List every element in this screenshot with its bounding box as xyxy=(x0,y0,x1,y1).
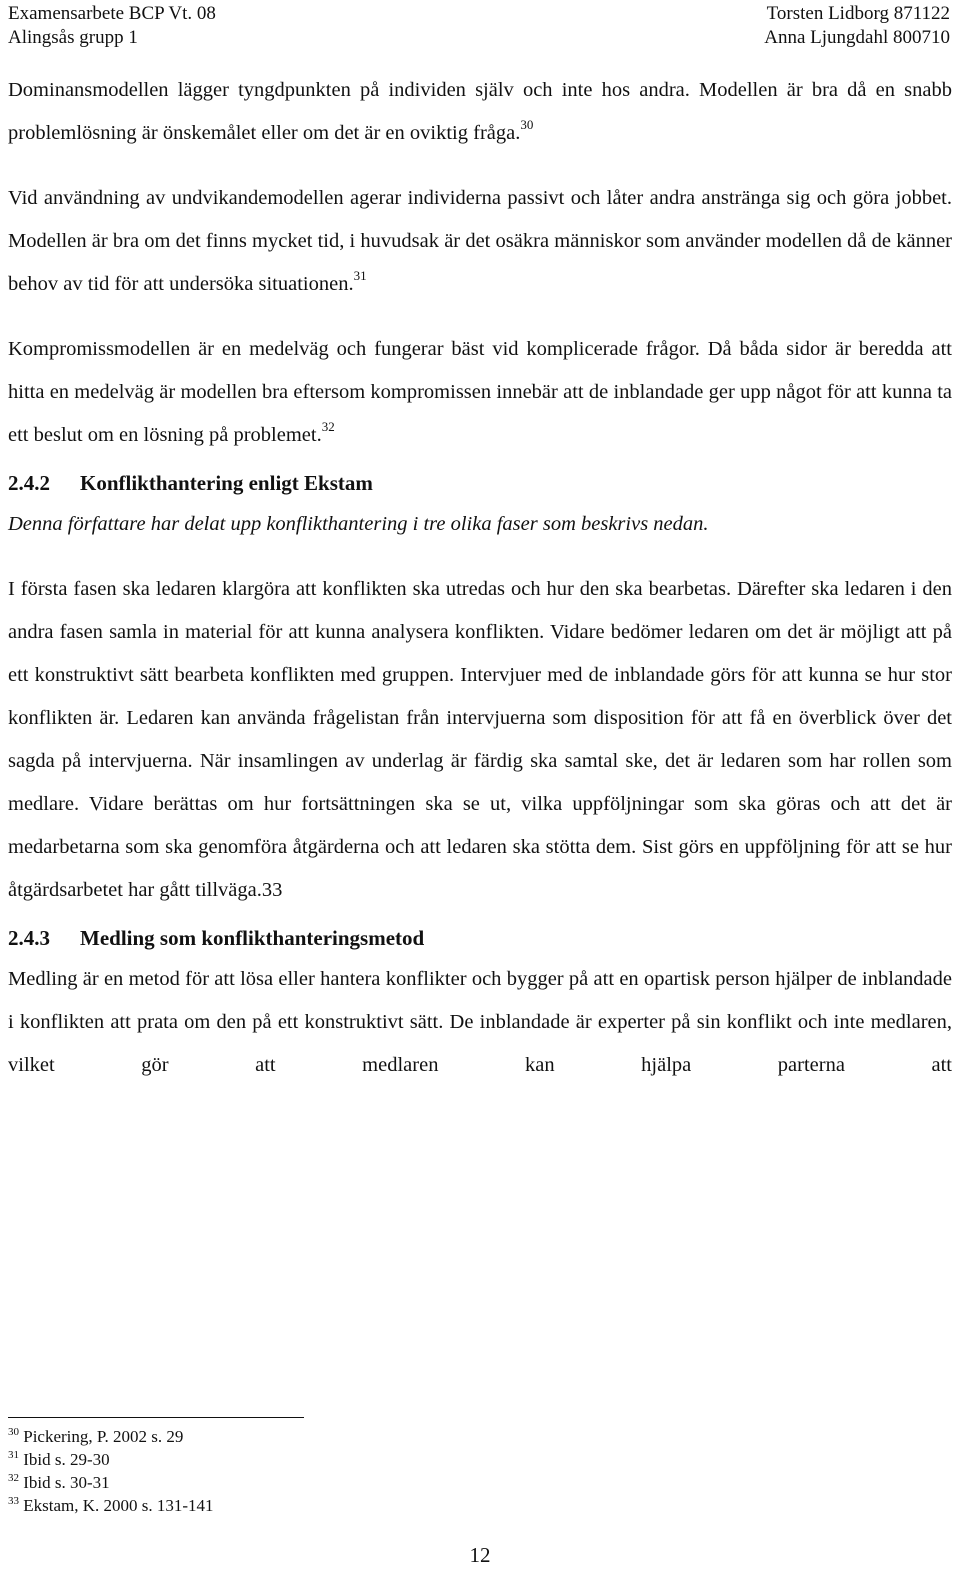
paragraph-ekstam-faser: I första fasen ska ledaren klargöra att konflikten ska utredas och hur den ska bearbetas. Därefter ska ledaren i den andra fasen samla in material för att kunna analysera konflikten. Vidare bedömer ledaren om det är möjligt att på ett konstruktivt sätt bearbeta konflikten med gruppen. Intervjuer med de inblandade görs för att kunna se hur stor konflikten är. Ledaren kan använda frågelistan från intervjuerna som disposition för att få en överblick över det sagda på intervjuerna. När insamlingen av underlag är färdig ska samtal ske, det är ledaren som har rollen som medlare. Vidare berättas om hur fortsättningen ska se ut, vilka uppföljningar som ska göras och att det är medarbetarna som ska genomföra åtgärderna och att ledaren ska stötta dem. Sist görs en uppföljning för att se hur åtgärdsarbetet har gått tillväga.33 xyxy=(8,578,952,901)
paragraph-medling: Medling är en metod för att lösa eller hantera konflikter och bygger på att en opartisk person hjälper de inblandade i konflikten att prata om den på ett konstruktivt sätt. De inblandade är experter på sin konflikt och inte medlaren, vilket gör att medlaren kan hjälpa parterna att xyxy=(8,968,952,1076)
footnote-ref-30: 30 xyxy=(520,117,534,132)
footnote: $^{31}$ Ibid s. 29-30 xyxy=(8,1449,110,1469)
section-title: Konflikthantering enligt Ekstam xyxy=(80,471,373,495)
header-author-1: Torsten Lidborg 871122 xyxy=(766,3,950,24)
footnote: $^{33}$ Ekstam, K. 2000 s. 131-141 xyxy=(8,1495,214,1515)
footnotes xyxy=(8,1425,214,1517)
section-intro: Denna författare har delat upp konflikthantering i tre olika faser som beskrivs nedan. xyxy=(8,513,709,535)
header-group: Alingsås grupp 1 xyxy=(8,27,138,48)
page-body xyxy=(8,69,952,1087)
footnote: $^{30}$ Pickering, P. 2002 s. 29 xyxy=(8,1426,184,1446)
header-right xyxy=(764,2,950,50)
section-number: 2.4.3 xyxy=(8,926,50,950)
section-heading-2-4-2 xyxy=(8,463,952,503)
footnote-ref-31: 31 xyxy=(353,268,367,283)
footnote-separator xyxy=(8,1417,304,1418)
section-number: 2.4.2 xyxy=(8,471,50,495)
section-heading-2-4-3 xyxy=(8,918,952,958)
footnote: $^{32}$ Ibid s. 30-31 xyxy=(8,1472,110,1492)
header-course: Examensarbete BCP Vt. 08 xyxy=(8,3,216,24)
page-number: 12 xyxy=(469,1543,491,1567)
section-title: Medling som konflikthanteringsmetod xyxy=(80,926,425,950)
footnote-ref-32: 32 xyxy=(321,419,335,434)
paragraph-undvikande: Vid användning av undvikandemodellen agerar individerna passivt och låter andra anstränga sig och göra jobbet. Modellen är bra om det finns mycket tid, i huvudsak är det osäkra människor som använder modellen då de känner behov av tid för att undersöka situationen.$^{31}$ xyxy=(8,187,952,295)
header-left xyxy=(8,2,216,50)
paragraph-dominans: Dominansmodellen lägger tyngdpunkten på individen själv och inte hos andra. Modellen är bra då en snabb problemlösning är önskemålet eller om det är en oviktig fråga.$^{30}$ xyxy=(8,79,952,144)
paragraph-kompromiss: Kompromissmodellen är en medelväg och fungerar bäst vid komplicerade frågor. Då båda sidor är beredda att hitta en medelväg är modellen bra eftersom kompromissen innebär att de inblandade ger upp något för att kunna ta ett beslut om en lösning på problemet.$^{32}$ xyxy=(8,338,952,446)
header-author-2: Anna Ljungdahl 800710 xyxy=(764,27,950,48)
